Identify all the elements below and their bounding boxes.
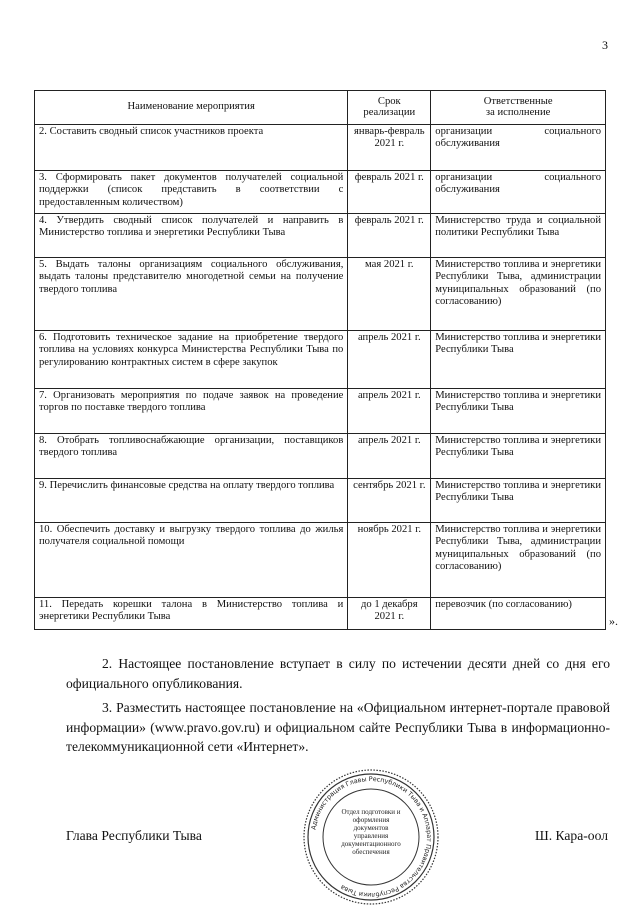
table-row: [35, 389, 606, 434]
row-name: 9. Перечислить финансовые средства на оплату твердого топлива: [35, 479, 348, 523]
table-row: [35, 214, 606, 258]
row-responsible: Министерство топлива и энергетики Республики Тыва, администрации муниципальных образований (по согласованию): [431, 258, 606, 331]
table-row: [35, 258, 606, 331]
row-responsible: Министерство топлива и энергетики Республики Тыва: [431, 434, 606, 479]
row-deadline: до 1 декабря 2021 г.: [348, 598, 431, 630]
row-deadline: апрель 2021 г.: [348, 331, 431, 389]
header-responsible-line2: за исполнение: [485, 107, 551, 118]
signature-position: Глава Республики Тыва: [66, 828, 202, 843]
row-deadline: мая 2021 г.: [348, 258, 431, 331]
row-deadline: ноябрь 2021 г.: [348, 523, 431, 598]
row-deadline: сентябрь 2021 г.: [348, 479, 431, 523]
table-row: [35, 479, 606, 523]
row-deadline: апрель 2021 г.: [348, 434, 431, 479]
row-name: 3. Сформировать пакет документов получателей социальной поддержки (список представить в соответствии с предоставленным количеством): [35, 171, 348, 214]
header-deadline-line1: Срок: [377, 95, 401, 107]
table-header-row: [35, 91, 606, 125]
table-row: [35, 331, 606, 389]
header-deadline-line2: реализации: [363, 107, 416, 118]
row-responsible: перевозчик (по согласованию): [431, 598, 606, 630]
row-name: 8. Отобрать топливоснабжающие организации, поставщиков твердого топлива: [35, 434, 348, 479]
row-responsible: Министерство топлива и энергетики Республики Тыва, администрации муниципальных образований (по согласованию): [431, 523, 606, 598]
row-responsible: Министерство топлива и энергетики Республики Тыва: [431, 479, 606, 523]
row-name: 11. Передать корешки талона в Министерство топлива и энергетики Республики Тыва: [35, 598, 348, 630]
row-name: 2. Составить сводный список участников проекта: [35, 125, 348, 171]
seal-ring-text: Администрация Главы Республики Тыва и Аппарат Правительства Республики Тыва: [309, 774, 434, 900]
table-row: [35, 125, 606, 171]
row-deadline: апрель 2021 г.: [348, 389, 431, 434]
row-name: 4. Утвердить сводный список получателей и направить в Министерство топлива и энергетики Республики Тыва: [35, 214, 348, 258]
row-responsible: организации социального обслуживания: [431, 171, 606, 214]
paragraph-2: 2. Настоящее постановление вступает в силу по истечении десяти дней со дня его официального опубликования.: [66, 656, 610, 691]
closing-quote: ».: [609, 614, 618, 628]
row-name: 7. Организовать мероприятия по подаче заявок на проведение торгов по поставке твердого топлива: [35, 389, 348, 434]
header-deadline: [348, 91, 431, 125]
row-responsible: Министерство труда и социальной политики Республики Тыва: [431, 214, 606, 258]
header-responsible: [431, 91, 606, 125]
row-name: 6. Подготовить техническое задание на приобретение твердого топлива на условиях конкурса Министерства Республики Тыва по регулированию контрактных систем в сфере закупок: [35, 331, 348, 389]
table-row: [35, 598, 606, 630]
row-name: 5. Выдать талоны организациям социального обслуживания, выдать талоны представителю многодетной семьи на получение твердого топлива: [35, 258, 348, 331]
row-responsible: организации социального обслуживания: [431, 125, 606, 171]
table-row: [35, 171, 606, 214]
table-row: [35, 434, 606, 479]
table-row: [35, 523, 606, 598]
seal-center-text: Отдел подготовки и оформления документов управления документационного обеспечения: [341, 808, 401, 856]
row-name: 10. Обеспечить доставку и выгрузку твердого топлива до жилья получателя социальной помощи: [35, 523, 348, 598]
signature-name: Ш. Кара-оол: [535, 828, 608, 843]
row-responsible: Министерство топлива и энергетики Республики Тыва: [431, 331, 606, 389]
row-deadline: февраль 2021 г.: [348, 171, 431, 214]
action-plan-table: [34, 90, 606, 630]
row-deadline: февраль 2021 г.: [348, 214, 431, 258]
row-deadline: январь-февраль 2021 г.: [348, 125, 431, 171]
header-name: Наименование мероприятия: [35, 91, 348, 125]
paragraph-3: 3. Разместить настоящее постановление на «Официальном интернет-портале правовой информации» (www.pravo.gov.ru) и официальном сайте Республики Тыва в информационно-телекоммуникационной сети «Интернет».: [66, 700, 610, 754]
page-number: 3: [602, 38, 608, 52]
header-responsible-line1: Ответственные: [483, 95, 553, 107]
row-responsible: Министерство топлива и энергетики Республики Тыва: [431, 389, 606, 434]
